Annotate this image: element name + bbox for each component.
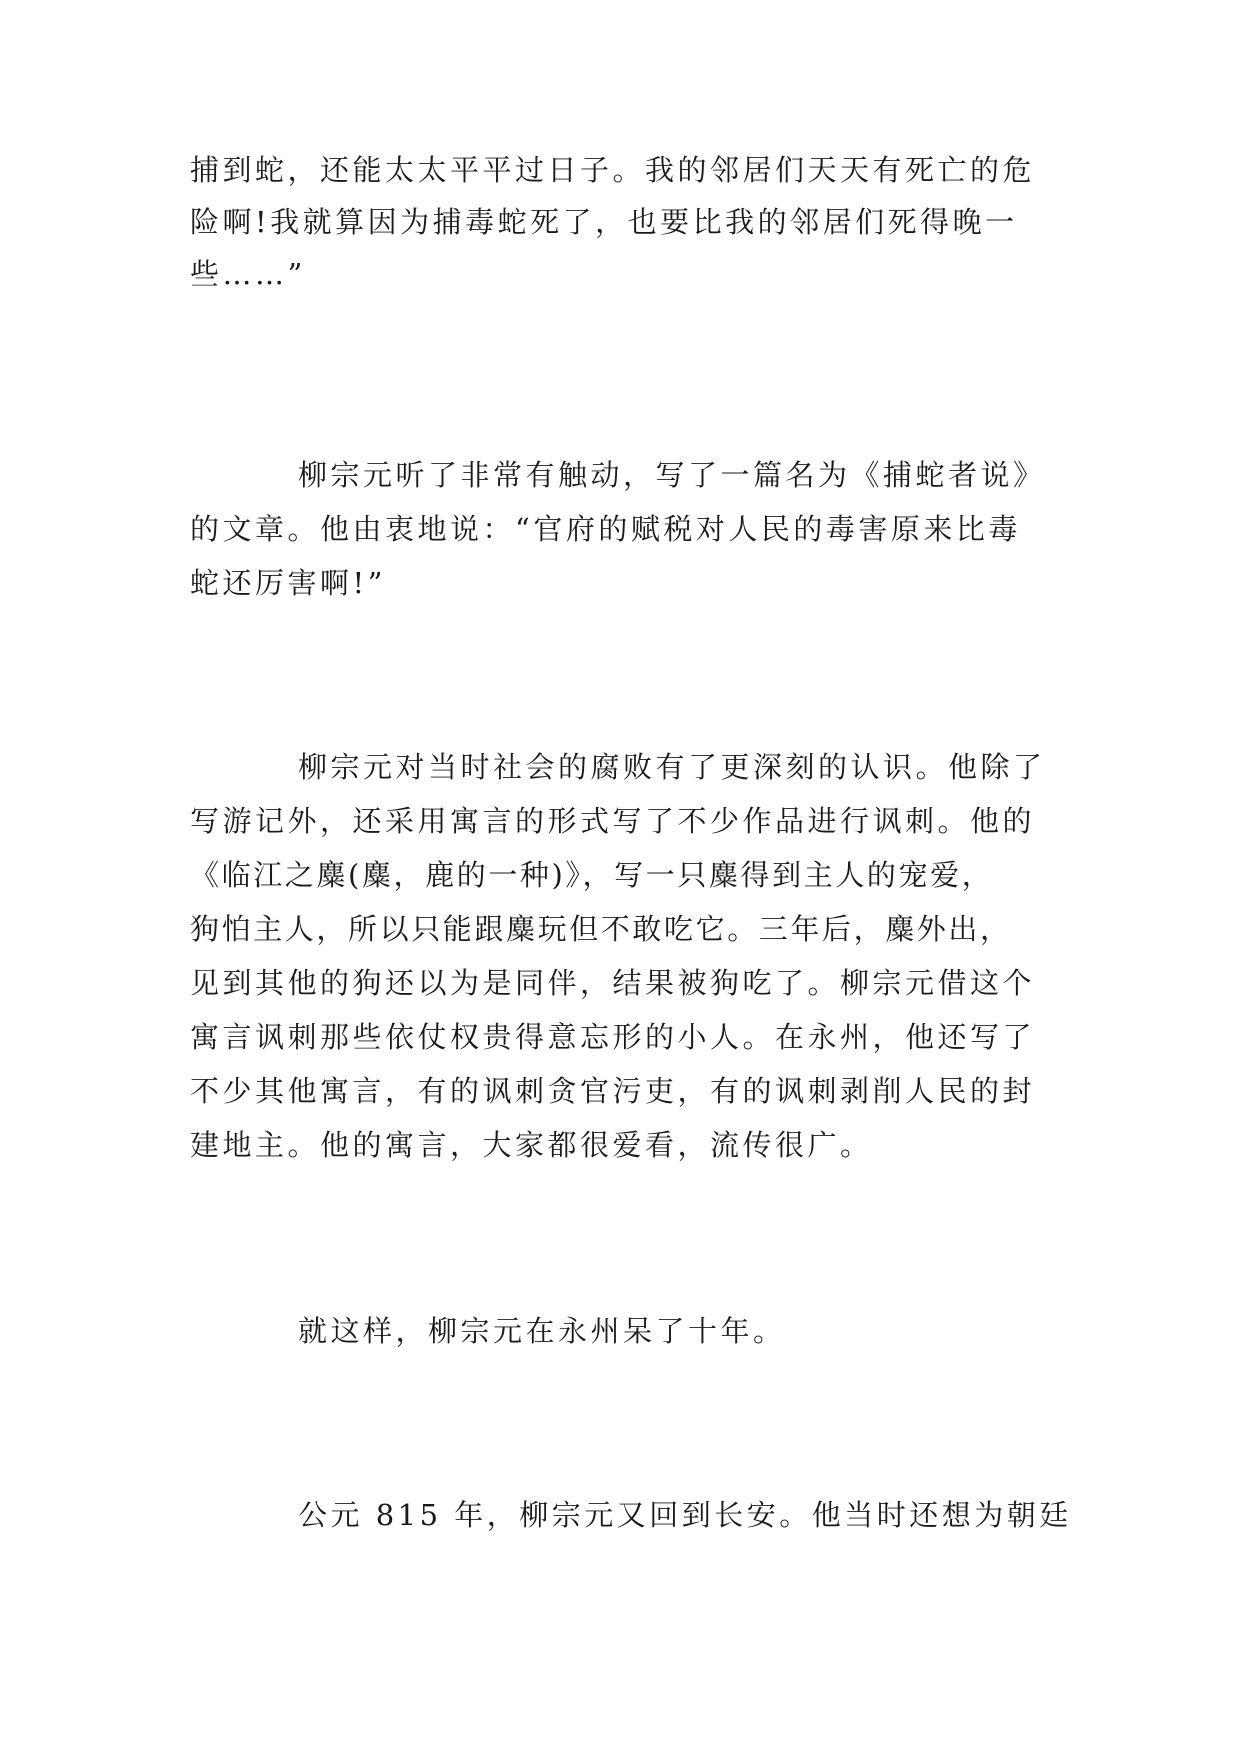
text-line: 柳宗元对当时社会的腐败有了更深刻的认识。他除了 xyxy=(298,750,1046,784)
text-line: 的文章。他由衷地说：“官府的赋税对人民的毒害原来比毒 xyxy=(190,512,1021,546)
text-line: 建地主。他的寓言，大家都很爱看，流传很广。 xyxy=(190,1128,873,1162)
text-line: 就这样，柳宗元在永州呆了十年。 xyxy=(298,1314,786,1348)
text-line: 不少其他寓言，有的讽刺贪官污吏，有的讽刺剥削人民的封 xyxy=(190,1074,1036,1108)
text-line: 见到其他的狗还以为是同伴，结果被狗吃了。柳宗元借这个 xyxy=(190,966,1036,1000)
text-line: 《临江之麋(麋，鹿的一种)》，写一只麋得到主人的宠爱， xyxy=(190,858,994,892)
text-line: 蛇还厉害啊!” xyxy=(190,566,386,600)
text-line: 寓言讽刺那些依仗权贵得意忘形的小人。在永州，他还写了 xyxy=(190,1020,1036,1054)
text-line: 险啊!我就算因为捕毒蛇死了，也要比我的邻居们死得晚一 xyxy=(190,205,1018,239)
text-line: 公元 815 年，柳宗元又回到长安。他当时还想为朝廷 xyxy=(298,1498,1072,1532)
text-line: 些……” xyxy=(190,257,306,291)
text-line: 捕到蛇，还能太太平平过日子。我的邻居们天天有死亡的危 xyxy=(190,153,1036,187)
text-line: 柳宗元听了非常有触动，写了一篇名为《捕蛇者说》 xyxy=(298,458,1046,492)
text-line: 写游记外，还采用寓言的形式写了不少作品进行讽刺。他的 xyxy=(190,804,1036,838)
text-line: 狗怕主人，所以只能跟麋玩但不敢吃它。三年后，麋外出， xyxy=(190,912,1012,946)
